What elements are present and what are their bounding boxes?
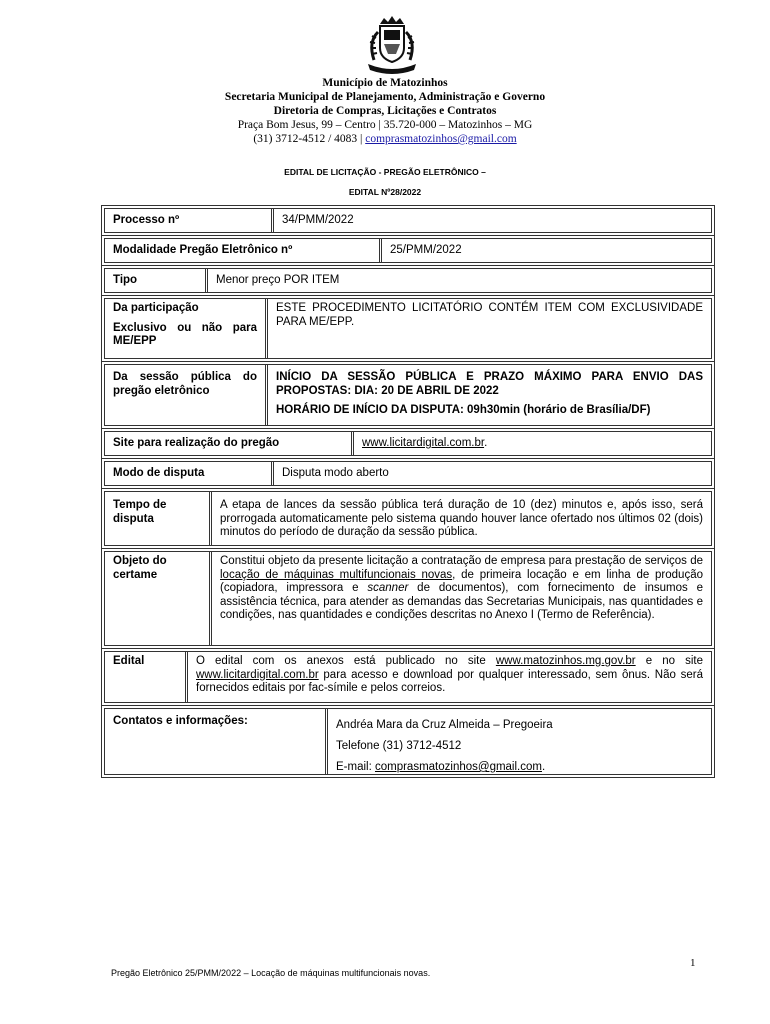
row-modo <box>101 458 715 489</box>
address-line: Praça Bom Jesus, 99 – Centro | 35.720-000 – Matozinhos – MG <box>237 119 533 131</box>
tempo-value: A etapa de lances da sessão pública terá duração de 10 (dez) minutos e, após isso, será prorrogada automaticamente pelo sistema quando houver lance ofertado nos últimos 02 (dois) minutos do período de duração da sessão pública. <box>220 499 703 538</box>
sessao-label: Da sessão pública do pregão eletrônico <box>113 371 257 397</box>
document-subtitle: EDITAL Nº28/2022 <box>348 187 422 197</box>
contact-email-link[interactable]: comprasmatozinhos@gmail.com <box>374 761 542 773</box>
modalidade-value: 25/PMM/2022 <box>390 244 462 256</box>
municipality-name: Município de Matozinhos <box>322 77 448 89</box>
site-value <box>354 429 711 458</box>
contatos-label: Contatos e informações: <box>113 715 248 727</box>
contact-phone: Telefone (31) 3712-4512 <box>336 740 462 752</box>
processo-value: 34/PMM/2022 <box>282 214 354 226</box>
row-objeto <box>101 548 715 649</box>
page-number: 1 <box>690 957 696 969</box>
site-link-suffix: . <box>484 437 488 449</box>
secretariat-name: Secretaria Municipal de Planejamento, Administração e Governo <box>224 91 546 103</box>
participacao-label <box>105 296 265 361</box>
page-footer: Pregão Eletrônico 25/PMM/2022 – Locação de máquinas multifuncionais novas. <box>111 968 431 978</box>
site-link[interactable]: www.licitardigital.com.br <box>362 437 485 449</box>
directorate-name: Diretoria de Compras, Licitações e Contratos <box>273 105 497 117</box>
header-email-link[interactable]: comprasmatozinhos@gmail.com <box>365 133 517 145</box>
tempo-label: Tempo de disputa <box>113 499 167 525</box>
contact-line <box>0 132 770 146</box>
modalidade-label: Modalidade Pregão Eletrônico nº <box>113 244 293 256</box>
modo-value: Disputa modo aberto <box>282 467 389 479</box>
processo-label: Processo nº <box>113 214 180 226</box>
edital-link-licitardigital[interactable]: www.licitardigital.com.br <box>196 668 319 681</box>
objeto-emphasis: locação de máquinas multifuncionais novas <box>220 568 453 581</box>
tipo-value: Menor preço POR ITEM <box>216 274 340 286</box>
document-title: EDITAL DE LICITAÇÃO - PREGÃO ELETRÔNICO – <box>284 167 486 177</box>
row-participacao <box>101 295 715 362</box>
row-tempo <box>101 488 715 549</box>
participacao-label-2: Exclusivo ou não para ME/EPP <box>113 321 257 347</box>
participacao-value: ESTE PROCEDIMENTO LICITATÓRIO CONTÉM ITEM COM EXCLUSIVIDADE PARA ME/EPP. <box>276 302 703 328</box>
row-modalidade <box>101 235 715 266</box>
row-site <box>101 428 715 459</box>
row-tipo <box>101 265 715 296</box>
edital-label: Edital <box>113 655 145 667</box>
edital-link-matozinhos[interactable]: www.matozinhos.mg.gov.br <box>495 655 636 667</box>
modo-label: Modo de disputa <box>113 467 205 479</box>
contact-name: Andréa Mara da Cruz Almeida – Pregoeira <box>336 719 553 731</box>
sessao-value <box>268 362 711 428</box>
participacao-label-1: Da participação <box>113 302 199 314</box>
row-contatos <box>101 705 715 778</box>
row-processo <box>101 205 715 236</box>
tipo-label: Tipo <box>113 274 138 286</box>
edital-value: O edital com os anexos está publicado no site www.matozinhos.mg.gov.br e no site www.licitardigital.com.br para acesso e download por qualquer interessado, sem ônus. Não será fornecidos editais por fac-símile e pelos correios. <box>196 655 703 694</box>
row-sessao <box>101 361 715 429</box>
contact-email-line: E-mail: comprasmatozinhos@gmail.com. <box>336 761 546 773</box>
sessao-deadline: INÍCIO DA SESSÃO PÚBLICA E PRAZO MÁXIMO PARA ENVIO DAS PROPOSTAS: DIA: 20 DE ABRIL DE 2022 <box>276 371 703 397</box>
site-label: Site para realização do pregão <box>113 437 280 449</box>
sessao-time: HORÁRIO DE INÍCIO DA DISPUTA: 09h30min (horário de Brasília/DF) <box>276 404 651 416</box>
objeto-label: Objeto do certame <box>113 555 167 581</box>
contatos-value <box>328 706 711 777</box>
objeto-value: Constitui objeto da presente licitação a contratação de empresa para prestação de serviços de locação de máquinas multifuncionais novas, de primeira locação e em linha de produção (copiadora, impressora e scanner de documentos), com fornecimento de insumos e assistência técnica, para atender as demandas das Secretarias Municipais, nas quantidades e condições, nas quantidades e condições descritas no Anexo I (Termo de Referência). <box>220 555 703 621</box>
row-edital <box>101 648 715 706</box>
header-phone: (31) 3712-4512 / 4083 | <box>253 133 363 145</box>
municipal-crest-logo <box>360 12 424 76</box>
